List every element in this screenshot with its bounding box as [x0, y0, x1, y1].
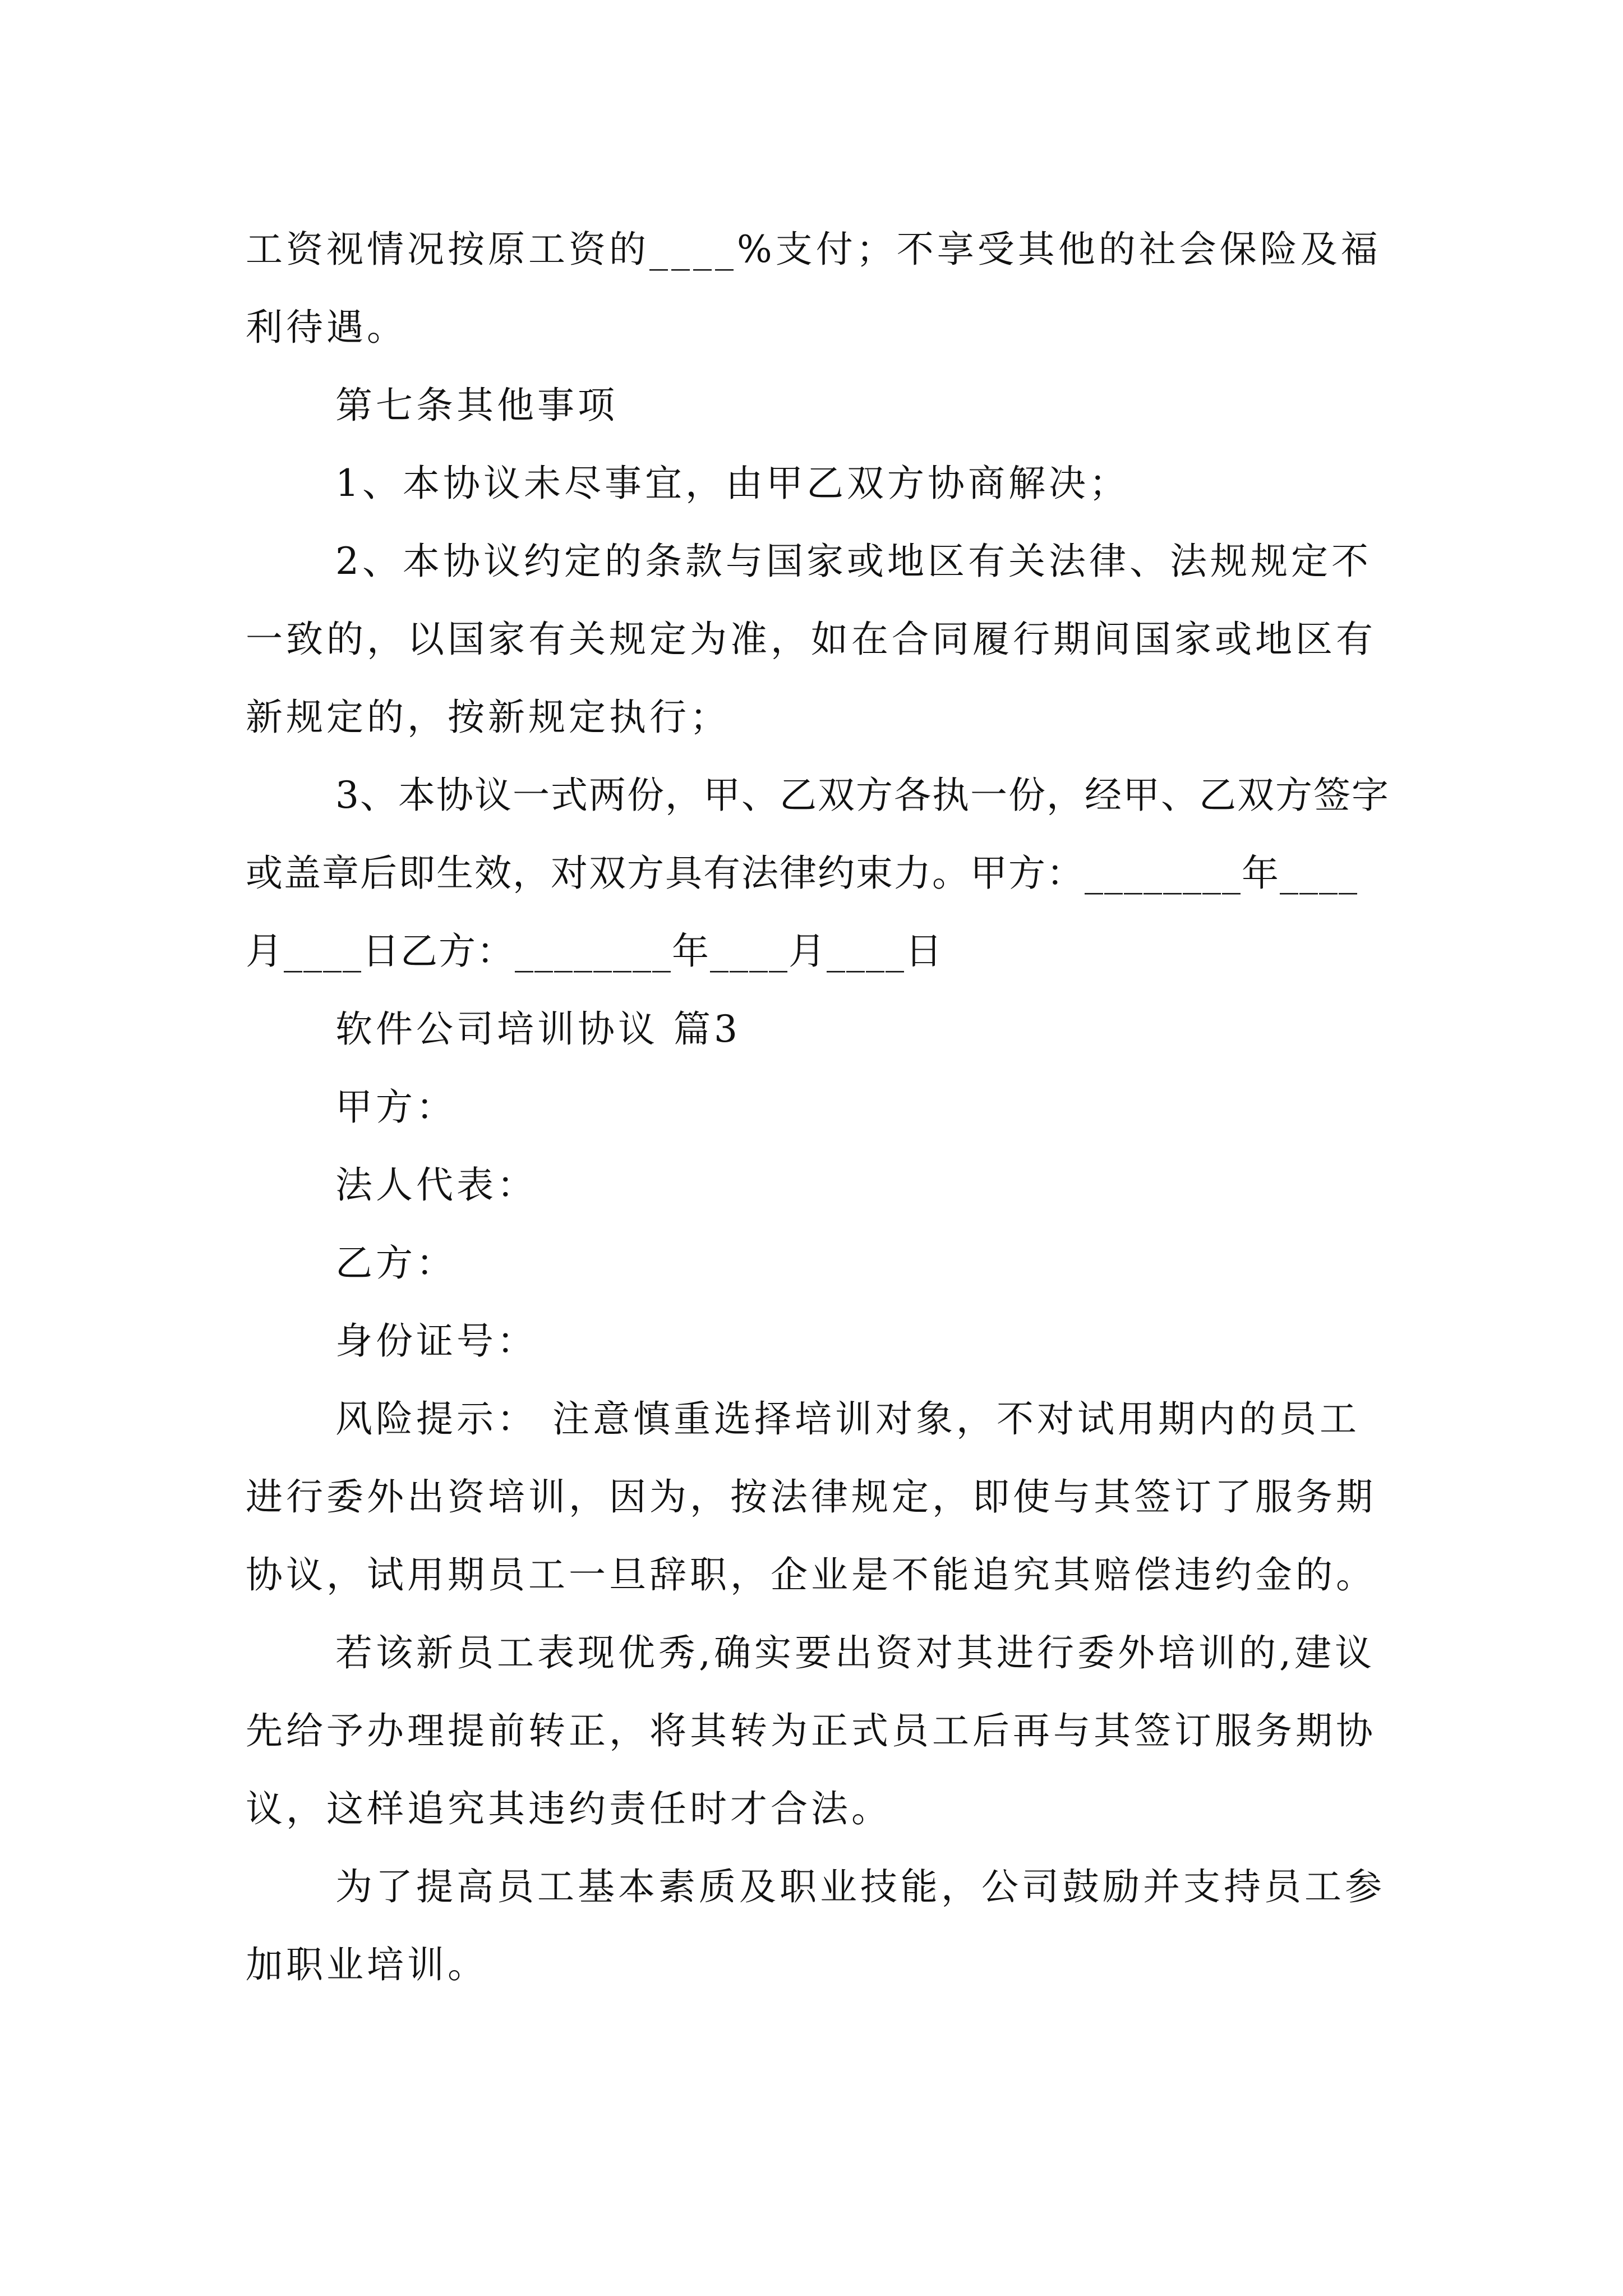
article-heading: 第七条其他事项: [335, 384, 618, 427]
document-body: [246, 210, 1395, 2004]
training-support-paragraph: 为了提高员工基本素质及职业技能，公司鼓励并支持员工参加职业培训。: [246, 1865, 1385, 1986]
clause-2: 2、本协议约定的条款与国家或地区有关法律、法规规定不一致的，以国家有关规定为准，如在合同履行期间国家或地区有新规定的，按新规定执行；: [246, 540, 1376, 739]
id-number-label: 身份证号：: [335, 1319, 537, 1363]
advice-paragraph: 若该新员工表现优秀,确实要出资对其进行委外培训的,建议先给予办理提前转正，将其转为正式员工后再与其签订服务期协议，这样追究其违约责任时才合法。: [246, 1631, 1376, 1830]
risk-notice: 风险提示： 注意慎重选择培训对象，不对试用期内的员工进行委外出资培训，因为，按法律规定，即使与其签订了服务期协议，试用期员工一旦辞职，企业是不能追究其赔偿违约金的。: [246, 1397, 1376, 1596]
clause-1: 1、本协议未尽事宜，由甲乙双方协商解决；: [335, 462, 1129, 505]
party-b-label: 乙方：: [335, 1241, 457, 1285]
clause-3-signature: 3、本协议一式两份，甲、乙双方各执一份，经甲、乙双方签字或盖章后即生效，对双方具有法律约束力。甲方：________年____月____日乙方：________年____月____日: [246, 774, 1390, 973]
section-title: 软件公司培训协议 篇3: [335, 1007, 741, 1051]
legal-representative-label: 法人代表：: [335, 1163, 537, 1207]
party-a-label: 甲方：: [335, 1085, 457, 1129]
paragraph-continuation: 工资视情况按原工资的____%支付；不享受其他的社会保险及福利待遇。: [246, 228, 1381, 349]
